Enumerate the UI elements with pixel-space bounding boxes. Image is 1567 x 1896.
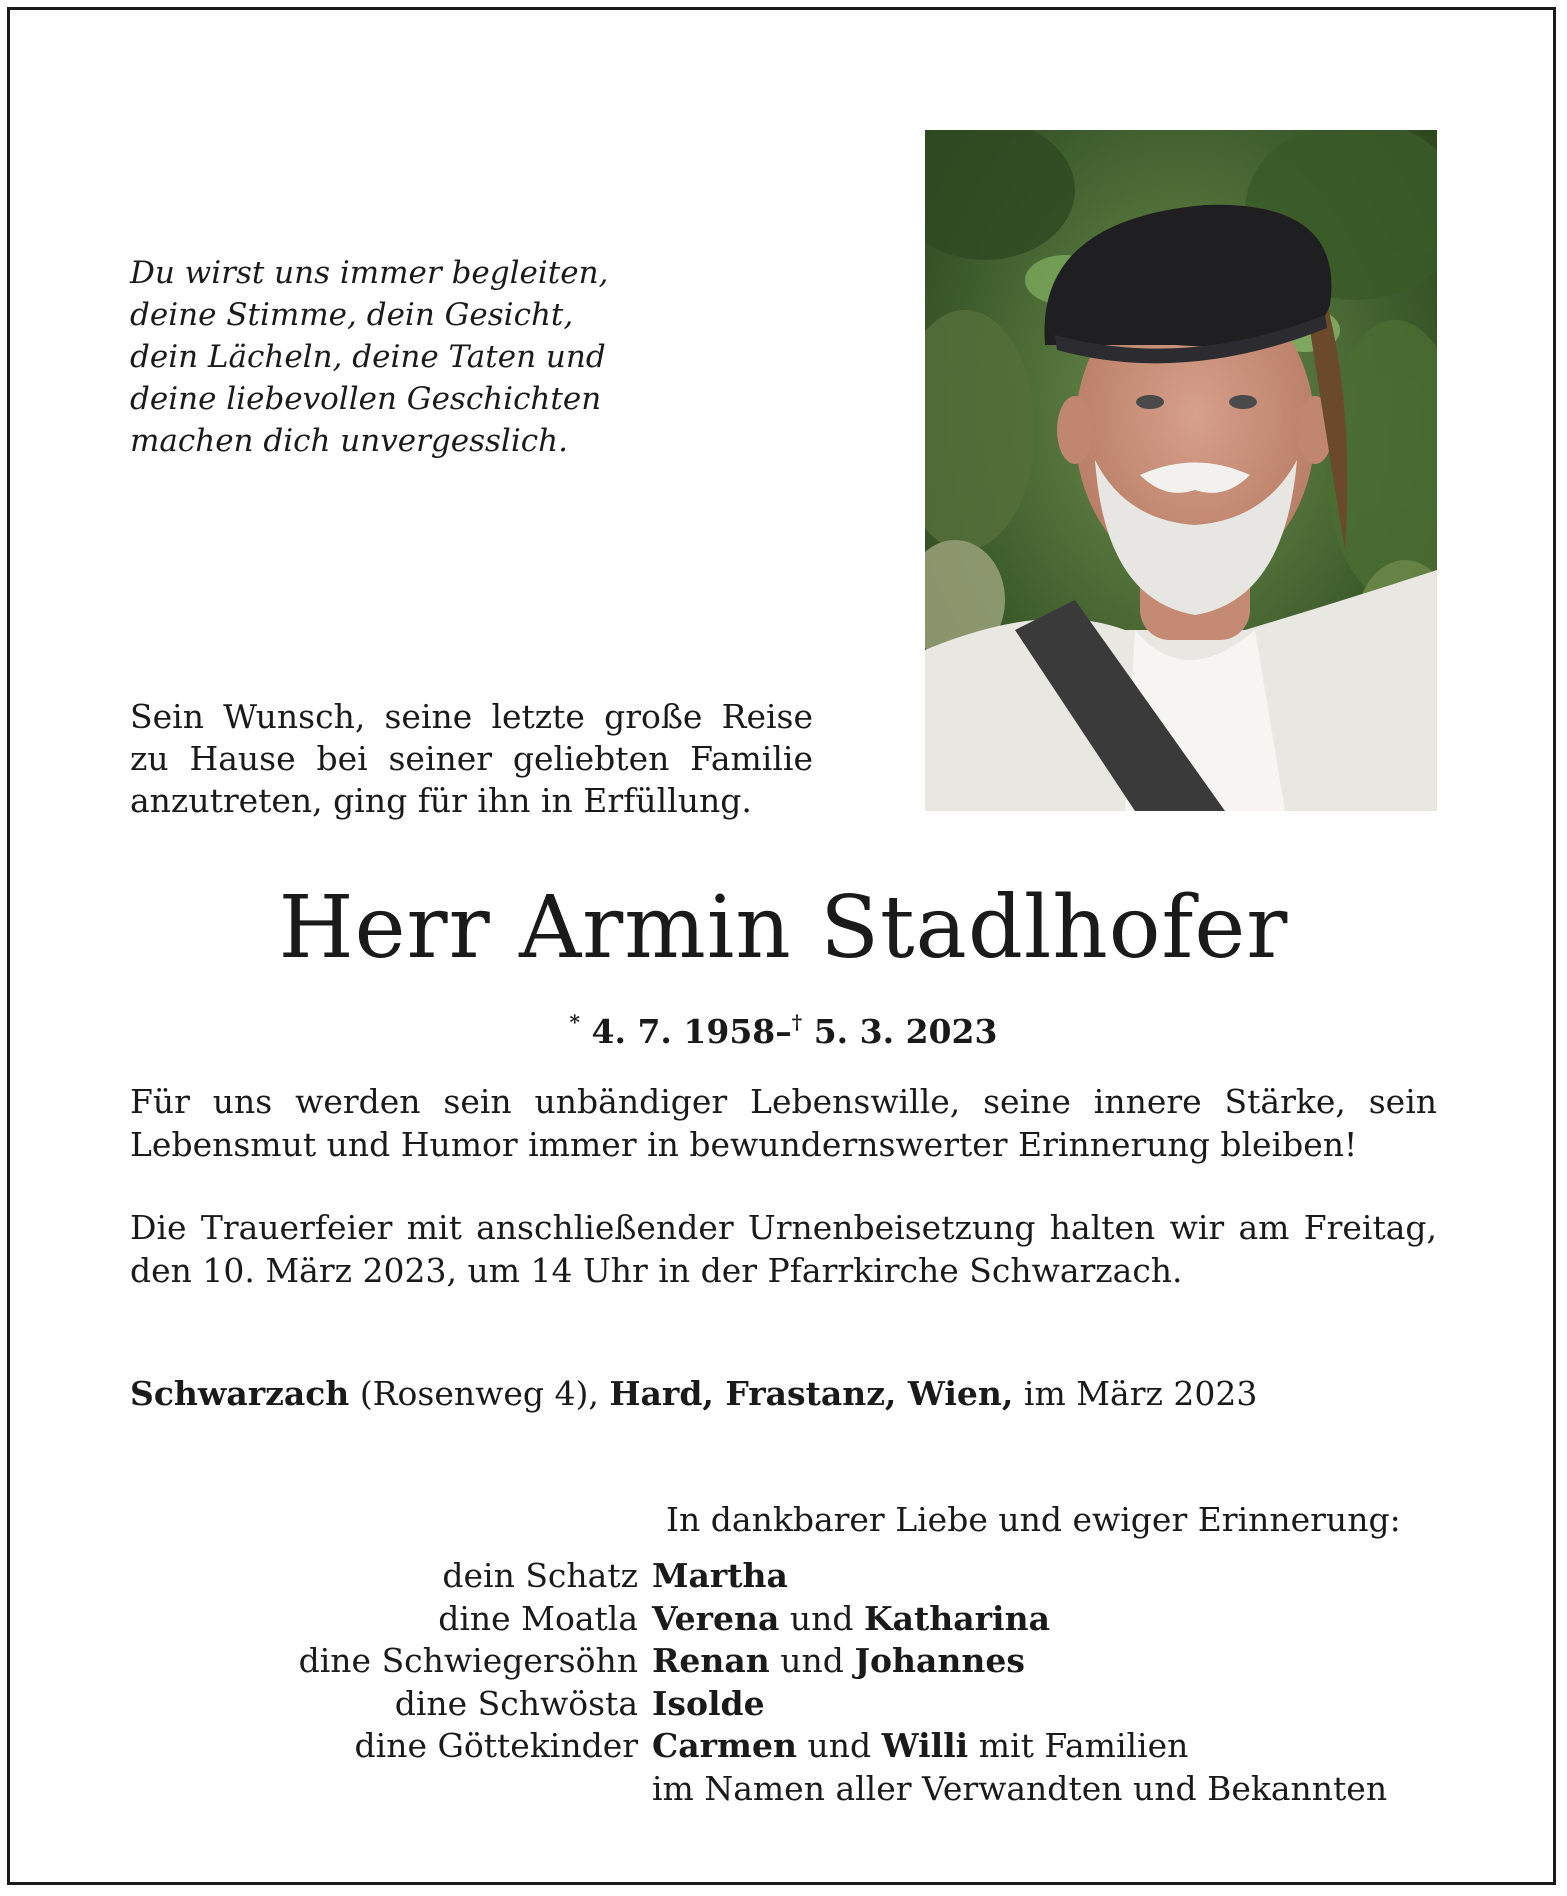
family-name: Martha: [652, 1556, 788, 1595]
place-address: (Rosenweg 4),: [359, 1374, 599, 1413]
family-row: [130, 1555, 1437, 1598]
memorial-quote: [130, 252, 650, 462]
family-name: Carmen: [652, 1726, 797, 1765]
family-conjunction: und: [789, 1598, 854, 1638]
quote-line: dein Lächeln, deine Taten und: [130, 339, 606, 375]
family-relation: dine Schwiegersöhn: [298, 1641, 638, 1680]
wish-line: zu Hause bei seiner geliebten Familie: [130, 739, 813, 778]
family-list: [130, 1555, 1437, 1810]
quote-line: deine liebevollen Geschichten: [130, 381, 602, 417]
tribute-line: Lebensmut und Humor immer in bewundernswerter Erinnerung bleiben!: [130, 1125, 1358, 1164]
place-town: Schwarzach: [130, 1374, 350, 1413]
family-suffix: mit Familien: [978, 1726, 1189, 1765]
family-conjunction: und: [780, 1641, 844, 1680]
left-eye: [1136, 395, 1164, 409]
life-dates: [0, 1000, 1567, 1054]
family-row: [130, 1640, 1437, 1683]
birth-date: 4. 7. 1958: [591, 1012, 776, 1051]
place-towns: Hard, Frastanz, Wien,: [609, 1374, 1014, 1413]
family-relation: dein Schatz: [442, 1556, 638, 1595]
family-name: Isolde: [652, 1683, 765, 1723]
portrait-photo: [925, 130, 1437, 811]
thanks-heading: In dankbarer Liebe und ewiger Erinnerung:: [666, 1500, 1401, 1539]
tribute-paragraph: [130, 1080, 1437, 1166]
place-date: im März 2023: [1023, 1374, 1258, 1413]
family-row: [130, 1683, 1437, 1726]
ceremony-line: Die Trauerfeier mit anschließender Urnenbeisetzung halten wir am Freitag,: [130, 1208, 1437, 1247]
family-name: Renan: [652, 1641, 770, 1680]
tribute-line: Für uns werden sein unbändiger Lebenswille, seine innere Stärke, sein: [130, 1082, 1437, 1121]
death-date: 5. 3. 2023: [813, 1012, 998, 1051]
birth-symbol: *: [569, 1010, 581, 1034]
family-relation: dine Moatla: [438, 1598, 638, 1638]
deceased-name: Herr Armin Stadlhofer: [278, 878, 1289, 978]
quote-line: machen dich unvergesslich.: [130, 423, 568, 459]
quote-line: Du wirst uns immer begleiten,: [130, 255, 609, 291]
family-conjunction: und: [807, 1726, 872, 1765]
wish-line: anzutreten, ging für ihn in Erfüllung.: [130, 781, 752, 820]
family-row: [130, 1768, 1437, 1811]
family-name: Willi: [881, 1726, 969, 1765]
family-relation: dine Schwösta: [394, 1683, 638, 1723]
death-symbol: †: [791, 1010, 803, 1034]
wish-line: Sein Wunsch, seine letzte große Reise: [130, 697, 813, 736]
family-relation: [130, 1768, 652, 1811]
family-relation: dine Göttekinder: [354, 1726, 638, 1765]
left-ear: [1057, 396, 1093, 464]
family-name: Verena: [652, 1598, 780, 1638]
wish-paragraph: [130, 696, 813, 822]
date-separator: –: [775, 1012, 792, 1051]
family-closing: im Namen aller Verwandten und Bekannten: [652, 1768, 1388, 1808]
family-name: Katharina: [863, 1598, 1050, 1638]
ceremony-line: den 10. März 2023, um 14 Uhr in der Pfarrkirche Schwarzach.: [130, 1251, 1183, 1290]
family-name: Johannes: [854, 1641, 1025, 1680]
ceremony-paragraph: [130, 1206, 1437, 1292]
family-row: [130, 1725, 1437, 1768]
family-row: [130, 1598, 1437, 1641]
quote-line: deine Stimme, dein Gesicht,: [130, 297, 574, 333]
place-and-date: [130, 1372, 1437, 1415]
right-eye: [1229, 395, 1257, 409]
